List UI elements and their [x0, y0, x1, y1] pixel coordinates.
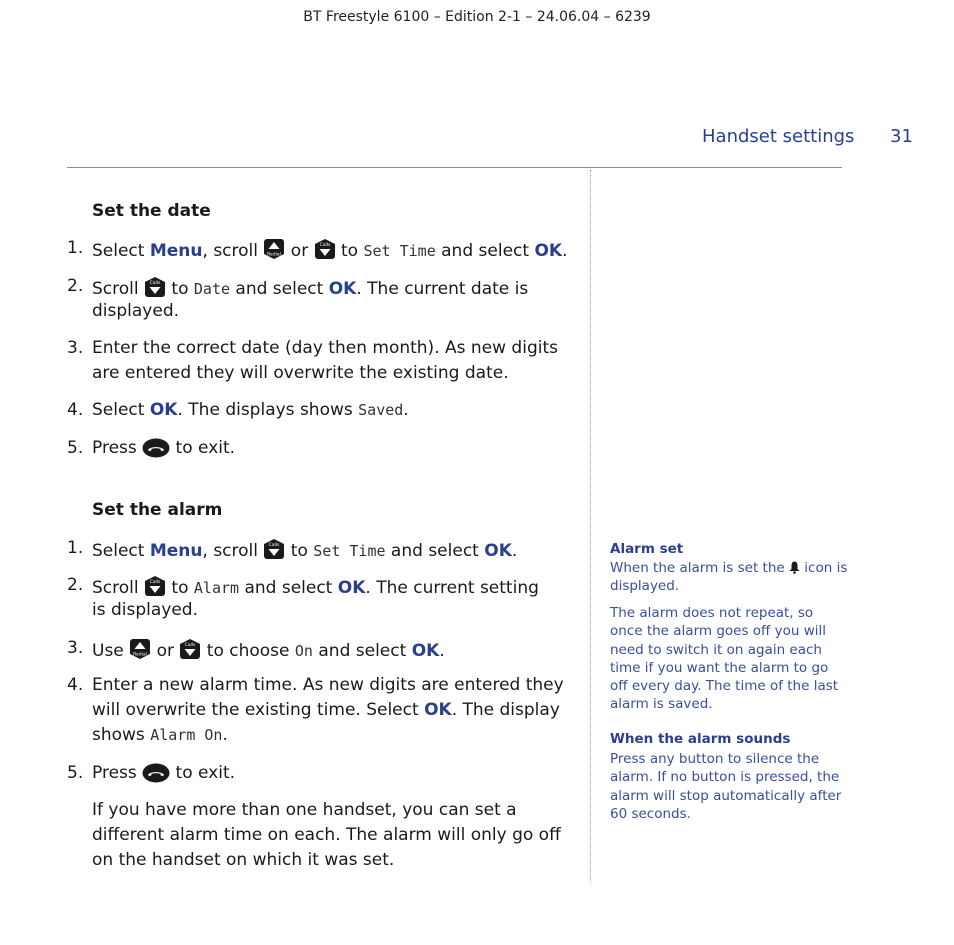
text: . The displays shows: [177, 400, 359, 420]
alarm-step-5: [92, 763, 235, 783]
redial-up-button-icon: [263, 238, 285, 260]
text: Press: [92, 763, 143, 783]
text: to: [166, 279, 194, 299]
text: Use: [92, 641, 130, 661]
text: When the alarm is set the: [610, 560, 790, 576]
text: and select: [312, 641, 412, 661]
display-text: Set Time: [313, 542, 386, 560]
svg-text:Calls: Calls: [269, 543, 280, 548]
set-alarm-heading: Set the alarm: [92, 500, 223, 520]
sidebar-line: off every day. The time of the last: [610, 678, 839, 695]
step-number: 5.: [67, 763, 84, 783]
sidebar-line: time if you want the alarm to go: [610, 659, 829, 676]
text: .: [403, 400, 409, 420]
text: . The current date is: [356, 279, 529, 299]
sidebar-line: alarm. If no button is pressed, the: [610, 769, 840, 786]
text: .: [511, 541, 518, 561]
redial-up-button-icon: [129, 638, 151, 660]
svg-text:Calls: Calls: [319, 243, 330, 248]
section-title: Handset settings: [702, 126, 855, 147]
text: icon is: [800, 560, 848, 576]
alarm-step-4-cont: [92, 725, 228, 745]
alarm-note-line: different alarm time on each. The alarm will only go off: [92, 825, 561, 845]
text: Select: [92, 400, 150, 420]
sidebar-alarm-set-line: [610, 559, 847, 577]
svg-text:Calls: Calls: [185, 643, 196, 648]
running-header: BT Freestyle 6100 – Edition 2-1 – 24.06.04 – 6239: [303, 9, 651, 25]
text: to choose: [201, 641, 295, 661]
page-number: 31: [890, 126, 913, 147]
menu-key-label: Menu: [149, 241, 203, 261]
text: , scroll: [202, 241, 264, 261]
text: Select: [92, 541, 150, 561]
sidebar-sounds-title: When the alarm sounds: [610, 731, 791, 747]
set-date-heading: Set the date: [92, 201, 211, 221]
date-step-2: [92, 276, 528, 299]
alarm-note-line: If you have more than one handset, you can set a: [92, 800, 517, 820]
display-text: On: [294, 642, 313, 660]
calls-down-button-icon: [179, 638, 201, 660]
text: to: [285, 541, 314, 561]
ok-key-label: OK: [484, 541, 512, 561]
ok-key-label: OK: [149, 400, 178, 420]
alarm-step-1: [92, 538, 517, 561]
text: to: [166, 578, 194, 598]
text: to exit.: [170, 438, 236, 458]
sidebar-alarm-set-line: displayed.: [610, 578, 680, 594]
alarm-step-2-cont: is displayed.: [92, 600, 199, 620]
date-step-3-cont: are entered they will overwrite the existing date.: [92, 363, 509, 383]
display-text: Set Time: [363, 242, 436, 260]
sidebar-repeat-text: [610, 604, 838, 714]
step-number: 5.: [67, 438, 84, 458]
alarm-step-3: [92, 638, 445, 661]
text: shows: [92, 725, 151, 745]
text: Press: [92, 438, 143, 458]
end-call-button-icon: [142, 763, 170, 783]
step-number: 1.: [67, 538, 84, 558]
alarm-step-4: Enter a new alarm time. As new digits are entered they: [92, 675, 564, 695]
date-step-4: [92, 400, 409, 420]
text: Select: [92, 241, 150, 261]
step-number: 1.: [67, 238, 84, 258]
menu-key-label: Menu: [149, 541, 203, 561]
step-number: 3.: [67, 638, 84, 658]
ok-key-label: OK: [328, 279, 357, 299]
text: .: [562, 241, 568, 261]
header-rule: [67, 167, 842, 168]
sidebar-line: alarm will stop automatically after: [610, 787, 842, 804]
svg-text:Calls: Calls: [149, 281, 161, 286]
text: Scroll: [92, 578, 145, 598]
step-number: 2.: [67, 276, 84, 296]
date-step-1: [92, 238, 567, 261]
step-number: 2.: [67, 575, 84, 595]
end-call-button-icon: [142, 438, 170, 458]
text: to exit.: [170, 763, 236, 783]
text: and select: [385, 541, 485, 561]
sidebar-sounds-text: [610, 750, 841, 823]
ok-key-label: OK: [337, 578, 366, 598]
date-step-5: [92, 438, 235, 458]
text: . The display: [451, 700, 560, 720]
alarm-bell-icon: [789, 561, 800, 574]
column-divider: [590, 170, 591, 882]
calls-down-button-icon: [314, 238, 336, 260]
text: and select: [239, 578, 338, 598]
text: .: [222, 725, 228, 745]
text: .: [439, 641, 445, 661]
display-text: Alarm: [193, 579, 240, 597]
calls-down-button-icon: [263, 538, 285, 560]
calls-down-button-icon: [144, 276, 166, 298]
svg-text:Redial: Redial: [267, 252, 282, 258]
sidebar-line: once the alarm goes off you will: [610, 623, 827, 640]
text: or: [151, 641, 180, 661]
step-number: 4.: [67, 400, 84, 420]
alarm-step-2: [92, 575, 539, 598]
text: Scroll: [92, 279, 145, 299]
text: or: [285, 241, 314, 261]
display-text: Alarm On: [150, 726, 223, 744]
sidebar-line: The alarm does not repeat, so: [610, 605, 814, 621]
text: and select: [230, 279, 329, 299]
text: to: [335, 241, 364, 261]
date-step-2-cont: displayed.: [92, 301, 180, 321]
ok-key-label: OK: [424, 700, 452, 720]
step-number: 3.: [67, 338, 84, 358]
sidebar-line: Press any button to silence the: [610, 751, 820, 767]
sidebar-line: need to switch it on again each: [610, 641, 822, 658]
svg-text:Redial: Redial: [133, 652, 148, 658]
text: . The current setting: [365, 578, 539, 598]
calls-down-button-icon: [144, 575, 166, 597]
ok-key-label: OK: [411, 641, 440, 661]
svg-text:Calls: Calls: [149, 580, 161, 585]
sidebar-line: 60 seconds.: [610, 805, 691, 822]
date-step-3: Enter the correct date (day then month). As new digits: [92, 338, 558, 358]
text: and select: [435, 241, 535, 261]
display-text: Date: [193, 280, 231, 298]
sidebar-line: alarm is saved.: [610, 696, 713, 713]
step-number: 4.: [67, 675, 84, 695]
display-text: Saved: [358, 401, 404, 419]
alarm-step-4-cont: [92, 700, 560, 720]
text: will overwrite the existing time. Select: [92, 700, 425, 720]
text: , scroll: [202, 541, 264, 561]
sidebar-alarm-set-title: Alarm set: [610, 541, 684, 557]
ok-key-label: OK: [534, 241, 563, 261]
alarm-note-line: on the handset on which it was set.: [92, 850, 395, 870]
